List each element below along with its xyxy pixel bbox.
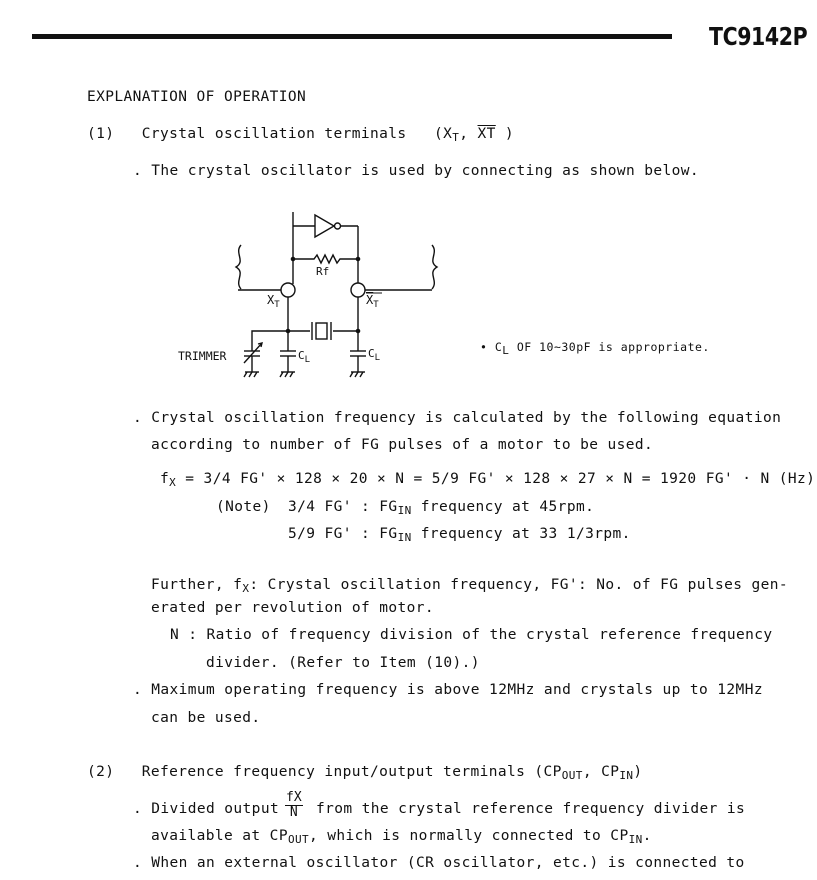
- section-title: EXPLANATION OF OPERATION: [87, 89, 307, 105]
- part-number: TC9142P: [709, 22, 808, 51]
- cl-note: • $C_L$ OF 10~30pF is appropriate.: [480, 340, 710, 357]
- rf-resistor: [293, 255, 358, 263]
- available-line: available at $CP_{OUT}$, which is normally connected to $CP_{IN}$.: [151, 828, 652, 846]
- fraction-denominator: N: [289, 805, 298, 820]
- further-line1: Further, $f_X$: Crystal oscillation frequency, FG': No. of FG pulses gen-: [151, 577, 788, 595]
- junction-right: [356, 329, 359, 332]
- note-label: (Note): [216, 499, 271, 515]
- max-freq-line2: can be used.: [151, 710, 261, 726]
- external-oscillator-line: . When an external oscillator (CR oscillator, etc.) is connected to: [133, 855, 745, 871]
- trimmer-arrow: [244, 343, 262, 363]
- note-line2: 5/9 FG' : $FG_{IN}$ frequency at 33 1/3rpm.: [288, 526, 631, 544]
- ground-symbol-trimmer: [244, 372, 259, 377]
- s1-freq-line2: according to number of FG pulses of a motor to be used.: [151, 437, 654, 453]
- ground-symbol-cl1: [280, 372, 295, 377]
- s1-terminal-comma: ,: [459, 126, 478, 142]
- n-definition-line1: N : Ratio of frequency division of the crystal reference frequency: [170, 627, 773, 643]
- max-freq-line1: . Maximum operating frequency is above 12MHz and crystals up to 12MHz: [133, 682, 763, 698]
- crystal-oscillator-circuit-diagram: [170, 205, 460, 390]
- junction-left: [286, 329, 289, 332]
- s1-heading: [87, 126, 514, 144]
- rf-node-left: [291, 257, 294, 260]
- s1-terminal-open: (X: [433, 126, 453, 142]
- inverter-bubble: [335, 223, 341, 229]
- s1-number: (1): [87, 126, 115, 142]
- s1-terminal-bar: $\overline{XT}$: [477, 126, 496, 142]
- s1-title: Crystal oscillation terminals: [141, 126, 407, 142]
- n-definition-line2: divider. (Refer to Item (10).): [206, 655, 480, 671]
- xt-bar-label: $X_T$: [366, 293, 379, 310]
- right-brace: [432, 245, 437, 289]
- xt-label: $X_T$: [267, 293, 280, 310]
- note-line1: 3/4 FG' : $FG_{IN}$ frequency at 45rpm.: [288, 499, 595, 517]
- s2-number: (2): [87, 764, 115, 780]
- frequency-equation: $f_X = 3/4$ FG' × 128 × 20 × N = 5/9 FG' × 128 × 27 × N = 1920 FG' · N (Hz): [160, 471, 816, 489]
- s1-intro: . The crystal oscillator is used by connecting as shown below.: [133, 163, 700, 179]
- s1-terminal-sub: T: [452, 131, 460, 144]
- crystal-body: [316, 323, 327, 339]
- trimmer-label: TRIMMER: [178, 349, 227, 363]
- fraction-numerator: fX: [286, 790, 302, 805]
- xt-terminal: [281, 283, 295, 297]
- xt-bar-terminal: [351, 283, 365, 297]
- divided-output-line-start: . Divided output: [133, 801, 280, 817]
- cl2-label: $C_L$: [368, 347, 381, 363]
- inverter-symbol: [315, 215, 334, 237]
- left-brace: [236, 245, 241, 289]
- rf-label: Rf: [316, 265, 330, 278]
- header-rule: [32, 34, 672, 39]
- s1-terminal-close: ): [495, 126, 515, 142]
- ground-symbol-cl2: [350, 372, 365, 377]
- s2-heading: (2) Reference frequency input/output terminals ($CP_{OUT}$, $CP_{IN}$): [87, 764, 643, 782]
- cl1-label: $C_L$: [298, 349, 311, 365]
- rf-node-right: [356, 257, 359, 260]
- s1-freq-line1: . Crystal oscillation frequency is calculated by the following equation: [133, 410, 782, 426]
- fx-over-n-fraction: [285, 791, 303, 820]
- divided-output-line-end: from the crystal reference frequency divider is: [316, 801, 746, 817]
- further-line2: erated per revolution of motor.: [151, 600, 435, 616]
